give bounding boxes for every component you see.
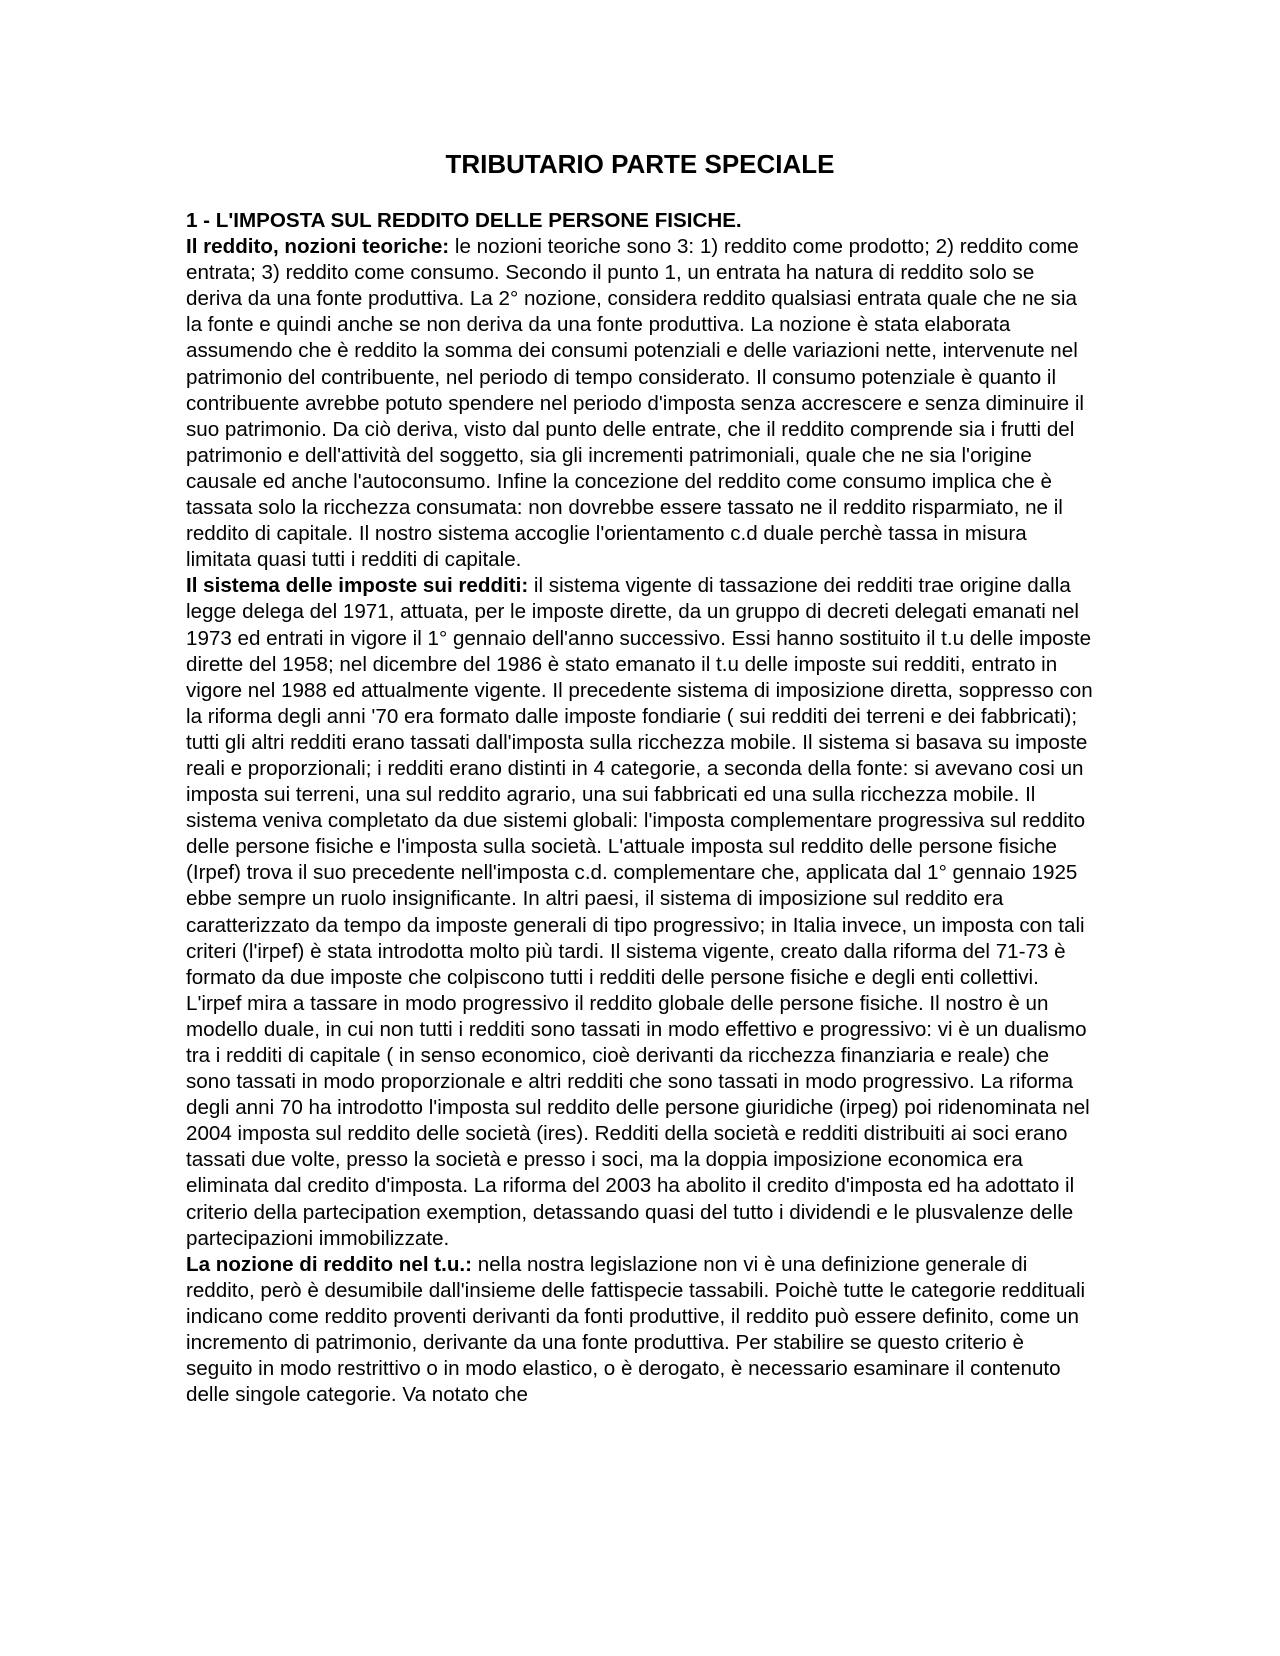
paragraph-text: nella nostra legislazione non vi è una definizione generale di reddito, però è desumibile dall'insieme delle fattispecie tassabili. Poichè tutte le categorie reddituali indicano come reddito proventi derivanti da fonti produttive, il reddito può essere definito, come un incremento di patrimonio, derivante da una fonte produttiva. Per stabilire se questo criterio è seguito in modo restrittivo o in modo elastico, o è derogato, è necessario esaminare il contenuto delle singole categorie. Va notato che <box>186 1252 1086 1407</box>
document-title: TRIBUTARIO PARTE SPECIALE <box>445 149 835 179</box>
paragraph-reddito-nozioni <box>186 234 1096 573</box>
paragraph-lead: Il reddito, nozioni teoriche: <box>186 235 450 259</box>
paragraph-text: il sistema vigente di tassazione dei redditi trae origine dalla legge delega del 1971, attuata, per le imposte dirette, da un gruppo di decreti delegati emanati nel 1973 ed entrati in vigore il 1° gennaio dell'anno successivo. Essi hanno sostituito il t.u delle imposte dirette del 1958; nel dicembre del 1986 è stato emanato il t.u delle imposte sui redditi, entrato in vigore nel 1988 ed attualmente vigente. Il precedente sistema di imposizione diretta, soppresso con la riforma degli anni '70 era formato dalle imposte fondiarie ( sui redditi dei terreni e dei fabbricati); tutti gli altri redditi erano tassati dall'imposta sulla ricchezza mobile. Il sistema si basava su imposte reali e proporzionali; i redditi erano distinti in 4 categorie, a seconda della fonte: si avevano cosi un imposta sui terreni, una sul reddito agrario, una sui fabbricati ed una sulla ricchezza mobile. Il sistema veniva completato da due sistemi globali: l'imposta complementare progressiva sul reddito delle persone fisiche e l'imposta sulla società. L'attuale imposta sul reddito delle persone fisiche (Irpef) trova il suo precedente nell'imposta c.d. complementare che, applicata dal 1° gennaio 1925 ebbe sempre un ruolo insignificante. In altri paesi, il sistema di imposizione sul reddito era caratterizzato da tempo da imposte generali di tipo progressivo; in Italia invece, un imposta con tali criteri (l'irpef) è stata introdotta molto più tardi. Il sistema vigente, creato dalla riforma del 71-73 è formato da due imposte che colpiscono tutti i redditi delle persone fisiche e degli enti collettivi. L'irpef mira a tassare in modo progressivo il reddito globale delle persone fisiche. Il nostro è un modello duale, in cui non tutti i redditi sono tassati in modo effettivo e progressivo: vi è un dualismo tra i redditi di capitale ( in senso economico, cioè derivanti da ricchezza finanziaria e reale) che sono tassati in modo proporzionale e altri redditi che sono tassati in modo progressivo. La riforma degli anni 70 ha introdotto l'imposta sul reddito delle persone giuridiche (irpeg) poi ridenominata nel 2004 imposta sul reddito delle società (ires). Redditi della società e redditi distribuiti ai soci erano tassati due volte, presso la società e presso i soci, ma la doppia imposizione economica era eliminata dal credito d'imposta. La riforma del 2003 ha abolito il credito d'imposta ed ha adottato il criterio della partecipation exemption, detassando quasi del tutto i dividendi e le plusvalenze delle partecipazioni immobilizzate. <box>186 574 1093 1250</box>
paragraph-nozione-tu <box>186 1252 1096 1409</box>
paragraph-sistema-imposte <box>186 573 1096 1251</box>
paragraph-lead: Il sistema delle imposte sui redditi: <box>186 574 529 598</box>
paragraph-text: le nozioni teoriche sono 3: 1) reddito come prodotto; 2) reddito come entrata; 3) reddito come consumo. Secondo il punto 1, un entrata ha natura di reddito solo se deriva da una fonte produttiva. La 2° nozione, considera reddito qualsiasi entrata quale che ne sia la fonte e quindi anche se non deriva da una fonte produttiva. La nozione è stata elaborata assumendo che è reddito la somma dei consumi potenziali e delle variazioni nette, intervenute nel patrimonio del contribuente, nel periodo di tempo considerato. Il consumo potenziale è quanto il contribuente avrebbe potuto spendere nel periodo d'imposta senza accrescere e senza diminuire il suo patrimonio. Da ciò deriva, visto dal punto delle entrate, che il reddito comprende sia i frutti del patrimonio e dell'attività del soggetto, sia gli incrementi patrimoniali, quale che ne sia l'origine causale ed anche l'autoconsumo. Infine la concezione del reddito come consumo implica che è tassata solo la ricchezza consumata: non dovrebbe essere tassato ne il reddito risparmiato, ne il reddito di capitale. Il nostro sistema accoglie l'orientamento c.d duale perchè tassa in misura limitata quasi tutti i redditi di capitale. <box>186 235 1085 572</box>
paragraph-lead: La nozione di reddito nel t.u.: <box>186 1252 473 1276</box>
document-body <box>186 208 1096 1408</box>
section-heading: 1 - L'IMPOSTA SUL REDDITO DELLE PERSONE FISICHE. <box>186 209 742 232</box>
